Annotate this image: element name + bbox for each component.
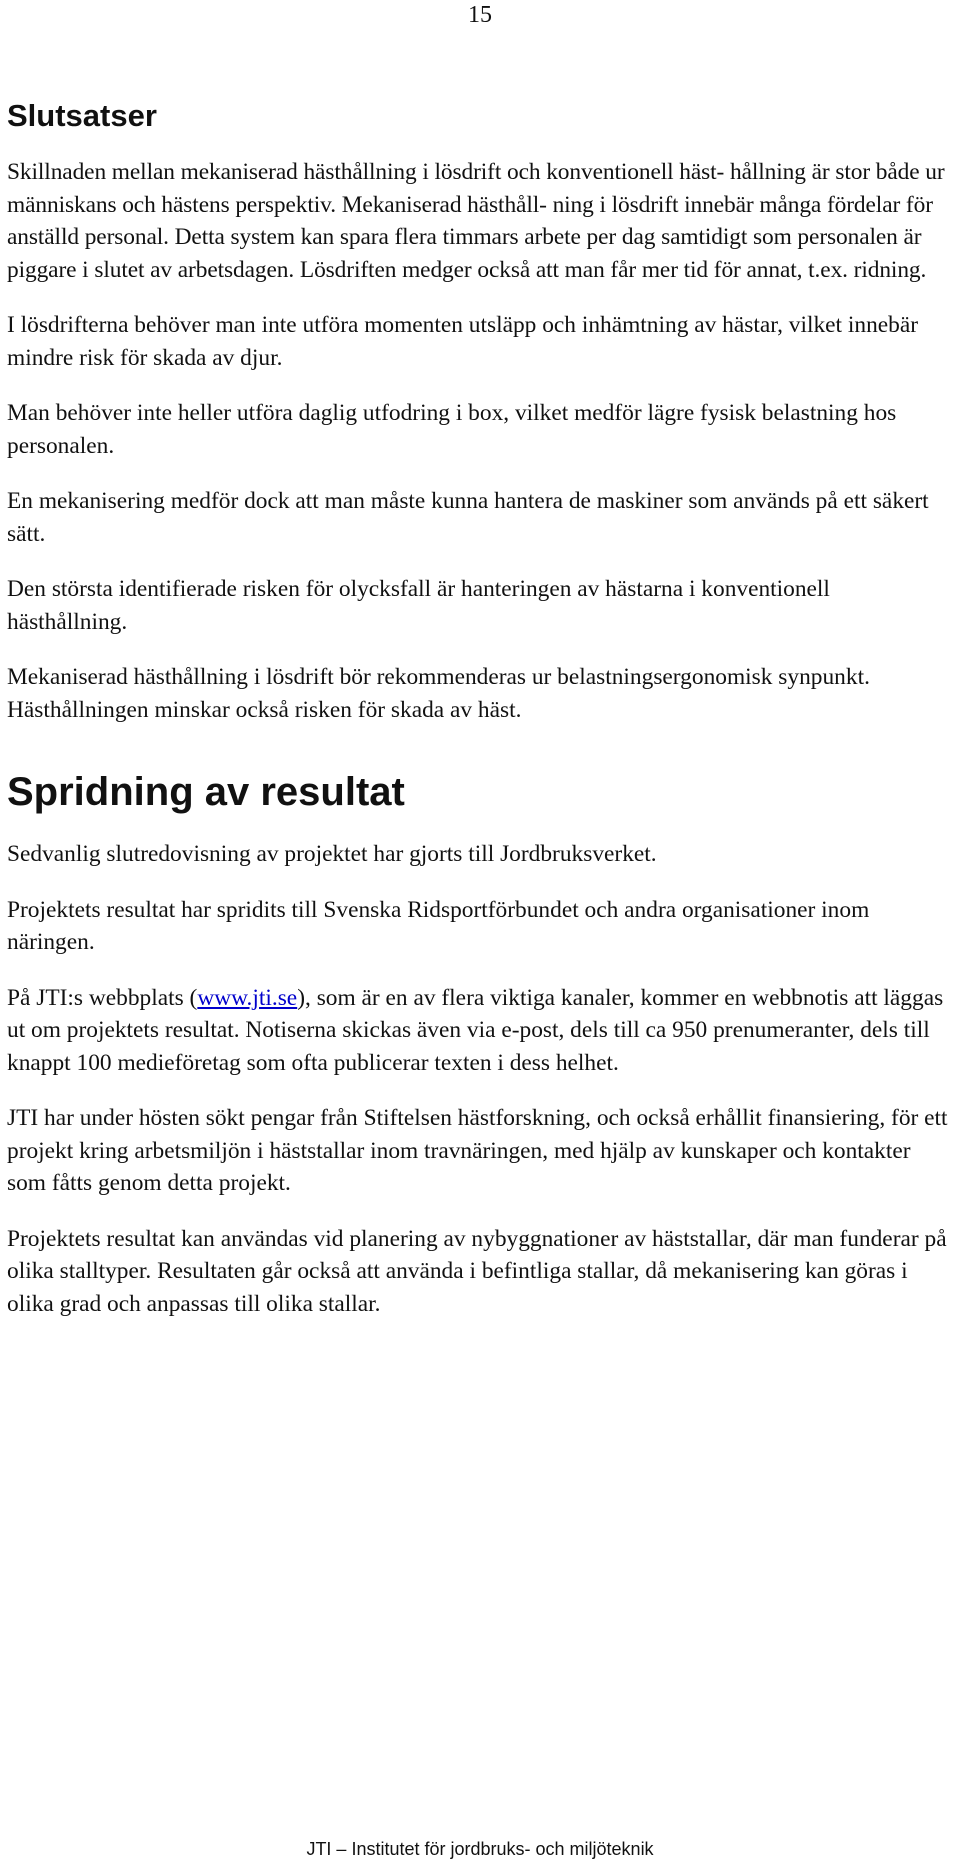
page-content — [7, 96, 953, 1320]
paragraph-spridning-3-after: ), som är en av flera viktiga kanaler, kommer en webbnotis att läggas ut om projektets resultat. Notiserna skickas även via e-post, dels till ca 950 prenumeranter, dels till knappt 100 medieföretag som ofta publicerar texten i dess helhet. — [7, 984, 944, 1076]
heading-spridning: Spridning av resultat — [7, 770, 405, 814]
paragraph-spridning-3 — [7, 982, 953, 1080]
jti-website-link[interactable]: www.jti.se — [197, 984, 298, 1011]
heading-slutsatser: Slutsatser — [7, 98, 157, 133]
paragraph-spridning-1: Sedvanlig slutredovisning av projektet har gjorts till Jordbruksverket. — [7, 841, 657, 867]
paragraph-spridning-4: JTI har under hösten sökt pengar från Stiftelsen hästforskning, och också erhållit finansiering, för ett projekt kring arbetsmiljön i häststallar inom travnäringen, med hjälp av kunskaper och kontakter som fåtts genom detta projekt. — [7, 1105, 948, 1196]
paragraph-slutsatser-2: I lösdrifterna behöver man inte utföra momenten utsläpp och inhämtning av hästar, vilket innebär mindre risk för skada av djur. — [7, 312, 919, 371]
paragraph-spridning-5: Projektets resultat kan användas vid planering av nybyggnationer av häststallar, där man funderar på olika stalltyper. Resultaten går också att använda i befintliga stallar, då mekanisering kan göras i olika grad och anpassas till olika stallar. — [7, 1225, 947, 1317]
paragraph-slutsatser-1-a: Skillnaden mellan mekaniserad hästhållning i lösdrift och konventionell häst- hållning är stor både ur människans och hästens perspektiv. Mekaniserad hästhåll- ning i lösdrift innebär många fördelar för anställd personal. Detta system kan spara flera timmars arbete per dag samtidigt som personalen är piggare i slutet av arbetsdagen. — [7, 159, 945, 283]
page-footer: JTI – Institutet för jordbruks- och miljöteknik — [306, 1839, 654, 1859]
paragraph-slutsatser-1-b: Lösdriften medger också att man får mer tid för annat, t.ex. ridning. — [294, 256, 927, 283]
paragraph-slutsatser-3: Man behöver inte heller utföra daglig utfodring i box, vilket medför lägre fysisk belastning hos personalen. — [7, 400, 897, 459]
page-number: 15 — [468, 2, 492, 28]
paragraph-slutsatser-6: Mekaniserad hästhållning i lösdrift bör rekommenderas ur belastningsergonomisk synpunkt. Hästhållningen minskar också risken för skada av häst. — [7, 664, 870, 723]
paragraph-slutsatser-4: En mekanisering medför dock att man måste kunna hantera de maskiner som används på ett säkert sätt. — [7, 488, 929, 547]
paragraph-spridning-2: Projektets resultat har spridits till Svenska Ridsportförbundet och andra organisationer inom näringen. — [7, 896, 870, 955]
paragraph-slutsatser-5: Den största identifierade risken för olycksfall är hanteringen av hästarna i konventionell hästhållning. — [7, 576, 830, 635]
paragraph-slutsatser-1 — [7, 156, 953, 286]
paragraph-spridning-3-before: På JTI:s webbplats ( — [7, 984, 198, 1011]
